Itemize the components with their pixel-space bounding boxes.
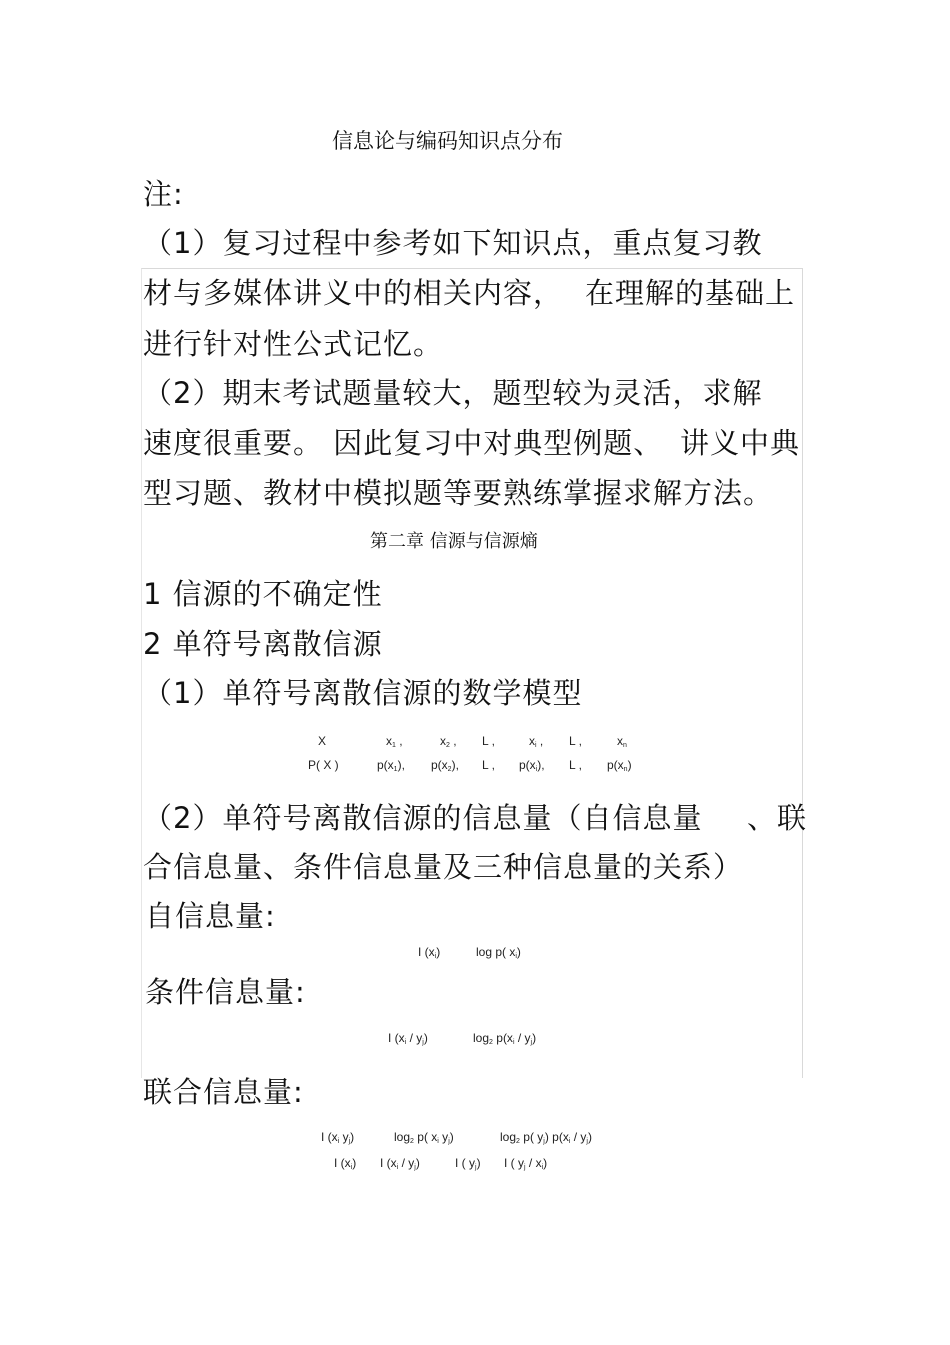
joint-info-log-chain: $\log_2 p$( $y_j$) $p(x_i / y_j)$ (500, 1130, 592, 1145)
self-info-label: 自信息量: (145, 899, 276, 933)
subsection-info-line1a: （2）单符号离散信源的信息量（自信息量 (143, 801, 703, 835)
document-title: 信息论与编码知识点分布 (332, 129, 563, 153)
chapter-heading: 第二章 信源与信源熵 (370, 531, 538, 552)
formula-X: X (318, 734, 327, 748)
subsection-info-line1b: 、联 (747, 801, 808, 835)
formula-xn: $x_n$ (617, 734, 627, 749)
note-item2-line2a: 速度很重要。 因此复习中对典型例题、 (143, 426, 664, 460)
formula-pxi: $p(x_i)$, (519, 758, 545, 773)
note-item1-line1: （1）复习过程中参考如下知识点，重点复习教 (143, 226, 763, 260)
note-item1-line2a: 材与多媒体讲义中的相关内容， (143, 276, 564, 310)
self-info-rhs: log p( $x_i$) (476, 945, 521, 960)
formula-xi: $x_i$ , (529, 734, 544, 749)
note-heading: 注: (143, 177, 184, 211)
section-2-heading: 2 单符号离散信源 (143, 627, 383, 661)
note-item1-line2b: 在理解的基础上 (585, 276, 796, 310)
cond-info-lhs: I $(x_i / y_j)$ (388, 1031, 428, 1046)
formula-L3: L , (482, 758, 495, 772)
note-item2-line3: 型习题、教材中模拟题等要熟练掌握求解方法。 (143, 476, 774, 510)
formula-L4: L , (569, 758, 582, 772)
subsection-model-heading: （1）单符号离散信源的数学模型 (143, 676, 583, 710)
self-info-lhs: I $(x_i)$ (418, 945, 441, 960)
formula-x1: $x_1$ , (386, 734, 403, 749)
formula-pxn: $p(x_n)$ (607, 758, 632, 773)
cond-info-rhs: $\log_2 p(x_i / y_j)$ (473, 1031, 537, 1046)
cond-info-label: 条件信息量: (145, 975, 306, 1009)
formula-L2: L , (569, 734, 582, 748)
joint-info-Ixi: I $(x_i)$ (334, 1156, 357, 1171)
joint-info-Ixi-given-yj: I $(x_i / y_j)$ (380, 1156, 420, 1171)
joint-info-lhs: I ($x_i$ $y_j$) (321, 1130, 355, 1145)
formula-L1: L , (482, 734, 495, 748)
formula-px2: $p(x_2)$, (431, 758, 459, 773)
note-item2-line1: （2）期末考试题量较大，题型较为灵活，求解 (143, 376, 763, 410)
section-1-heading: 1 信源的不确定性 (143, 577, 383, 611)
joint-info-log-pxy: $\log_2 p$( $x_i$ $y_j$) (394, 1130, 454, 1145)
joint-info-label: 联合信息量: (143, 1075, 304, 1109)
note-item1-line3: 进行针对性公式记忆。 (143, 327, 444, 361)
formula-px1: $p(x_1)$, (377, 758, 405, 773)
joint-info-Iyj-given-xi: I ( $y_j / x_i$) (504, 1156, 548, 1171)
subsection-info-line2: 合信息量、条件信息量及三种信息量的关系） (143, 850, 744, 884)
formula-PX: P( X ) (308, 758, 339, 772)
formula-x2: $x_2$ , (440, 734, 457, 749)
joint-info-Iyj: I ( $y_j$) (455, 1156, 481, 1171)
note-item2-line2b: 讲义中典 (680, 426, 801, 460)
